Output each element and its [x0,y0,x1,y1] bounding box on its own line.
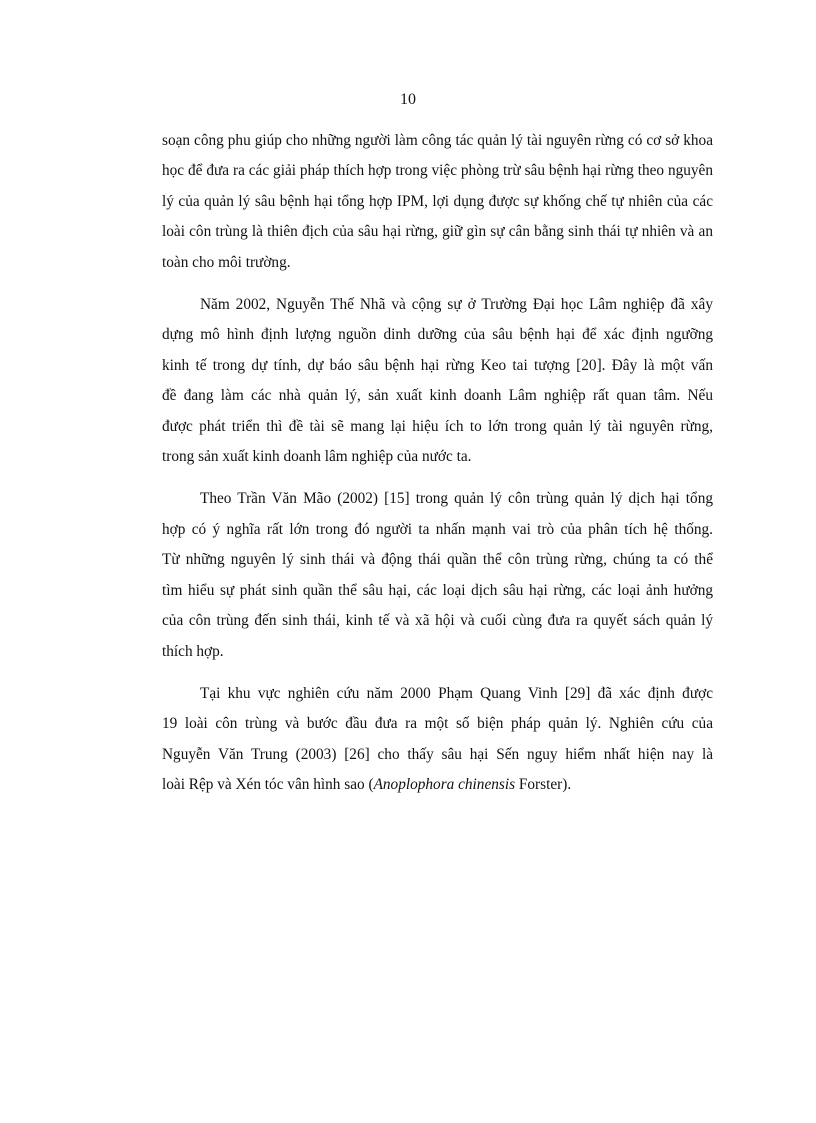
text-line: Theo Trần Văn Mão (2002) [15] trong quản lý côn trùng quản lý dịch hại tổng [200,490,713,508]
text-line: hợp có ý nghĩa rất lớn trong đó người ta nhấn mạnh vai trò của phân tích hệ thống. [162,520,713,538]
text-line: dựng mô hình định lượng nguồn dinh dưỡng của sâu bệnh hại để xác định ngưỡng [162,326,713,344]
paragraph-nguyen-the-nha [162,290,713,472]
text-segment: Forster). [515,776,572,794]
text-line: được phát triển thì đề tài sẽ mang lại hiệu ích to lớn trong quản lý tài nguyên rừng, [162,417,713,435]
text-line: đề đang làm các nhà quản lý, sản xuất kinh doanh Lâm nghiệp rất quan tâm. Nếu [162,387,713,405]
paragraph-continuation [162,126,713,278]
page-body [162,126,713,801]
text-line: loài côn trùng là thiên địch của sâu hại rừng, giữ gìn sự cân bằng sinh thái tự nhiên và an [162,223,713,241]
text-line: Nguyễn Văn Trung (2003) [26] cho thấy sâu hại Sến nguy hiểm nhất hiện nay là [162,745,713,763]
text-line: Tại khu vực nghiên cứu năm 2000 Phạm Quang Vinh [29] đã xác định được [200,684,713,702]
text-line: tìm hiểu sự phát sinh quần thể sâu hại, các loại dịch sâu hại rừng, các loại ảnh hưởng [162,581,713,599]
text-line-final [162,770,713,800]
text-line: học để đưa ra các giải pháp thích hợp trong việc phòng trừ sâu bệnh hại rừng theo nguyên [162,162,713,180]
text-line: của côn trùng đến sinh thái, kinh tế và xã hội và cuối cùng đưa ra quyết sách quản lý [162,612,713,630]
text-line: toàn cho môi trường. [162,253,291,271]
page-number: 10 [400,91,416,108]
text-segment: loài Rệp và Xén tóc vân hình sao ( [162,776,374,794]
text-line: soạn công phu giúp cho những người làm công tác quản lý tài nguyên rừng có cơ sở khoa [162,132,713,149]
species-name: Anoplophora chinensis [373,776,516,794]
text-line: lý của quản lý sâu bệnh hại tổng hợp IPM, lợi dụng được sự khống chế tự nhiên của các [162,192,713,210]
text-line: Năm 2002, Nguyễn Thế Nhã và cộng sự ở Trường Đại học Lâm nghiệp đã xây [200,296,713,314]
text-line: trong sản xuất kinh doanh lâm nghiệp của nước ta. [162,448,472,466]
text-line: kinh tế trong dự tính, dự báo sâu bệnh hại rừng Keo tai tượng [20]. Đây là một vấn [162,356,713,374]
paragraph-pham-quang-vinh [162,679,713,801]
text-line: Từ những nguyên lý sinh thái và động thái quần thể côn trùng rừng, chúng ta có thể [162,551,713,569]
text-line: thích hợp. [162,642,224,660]
paragraph-tran-van-mao [162,484,713,666]
text-line: 19 loài côn trùng và bước đầu đưa ra một số biện pháp quản lý. Nghiên cứu của [162,715,713,733]
